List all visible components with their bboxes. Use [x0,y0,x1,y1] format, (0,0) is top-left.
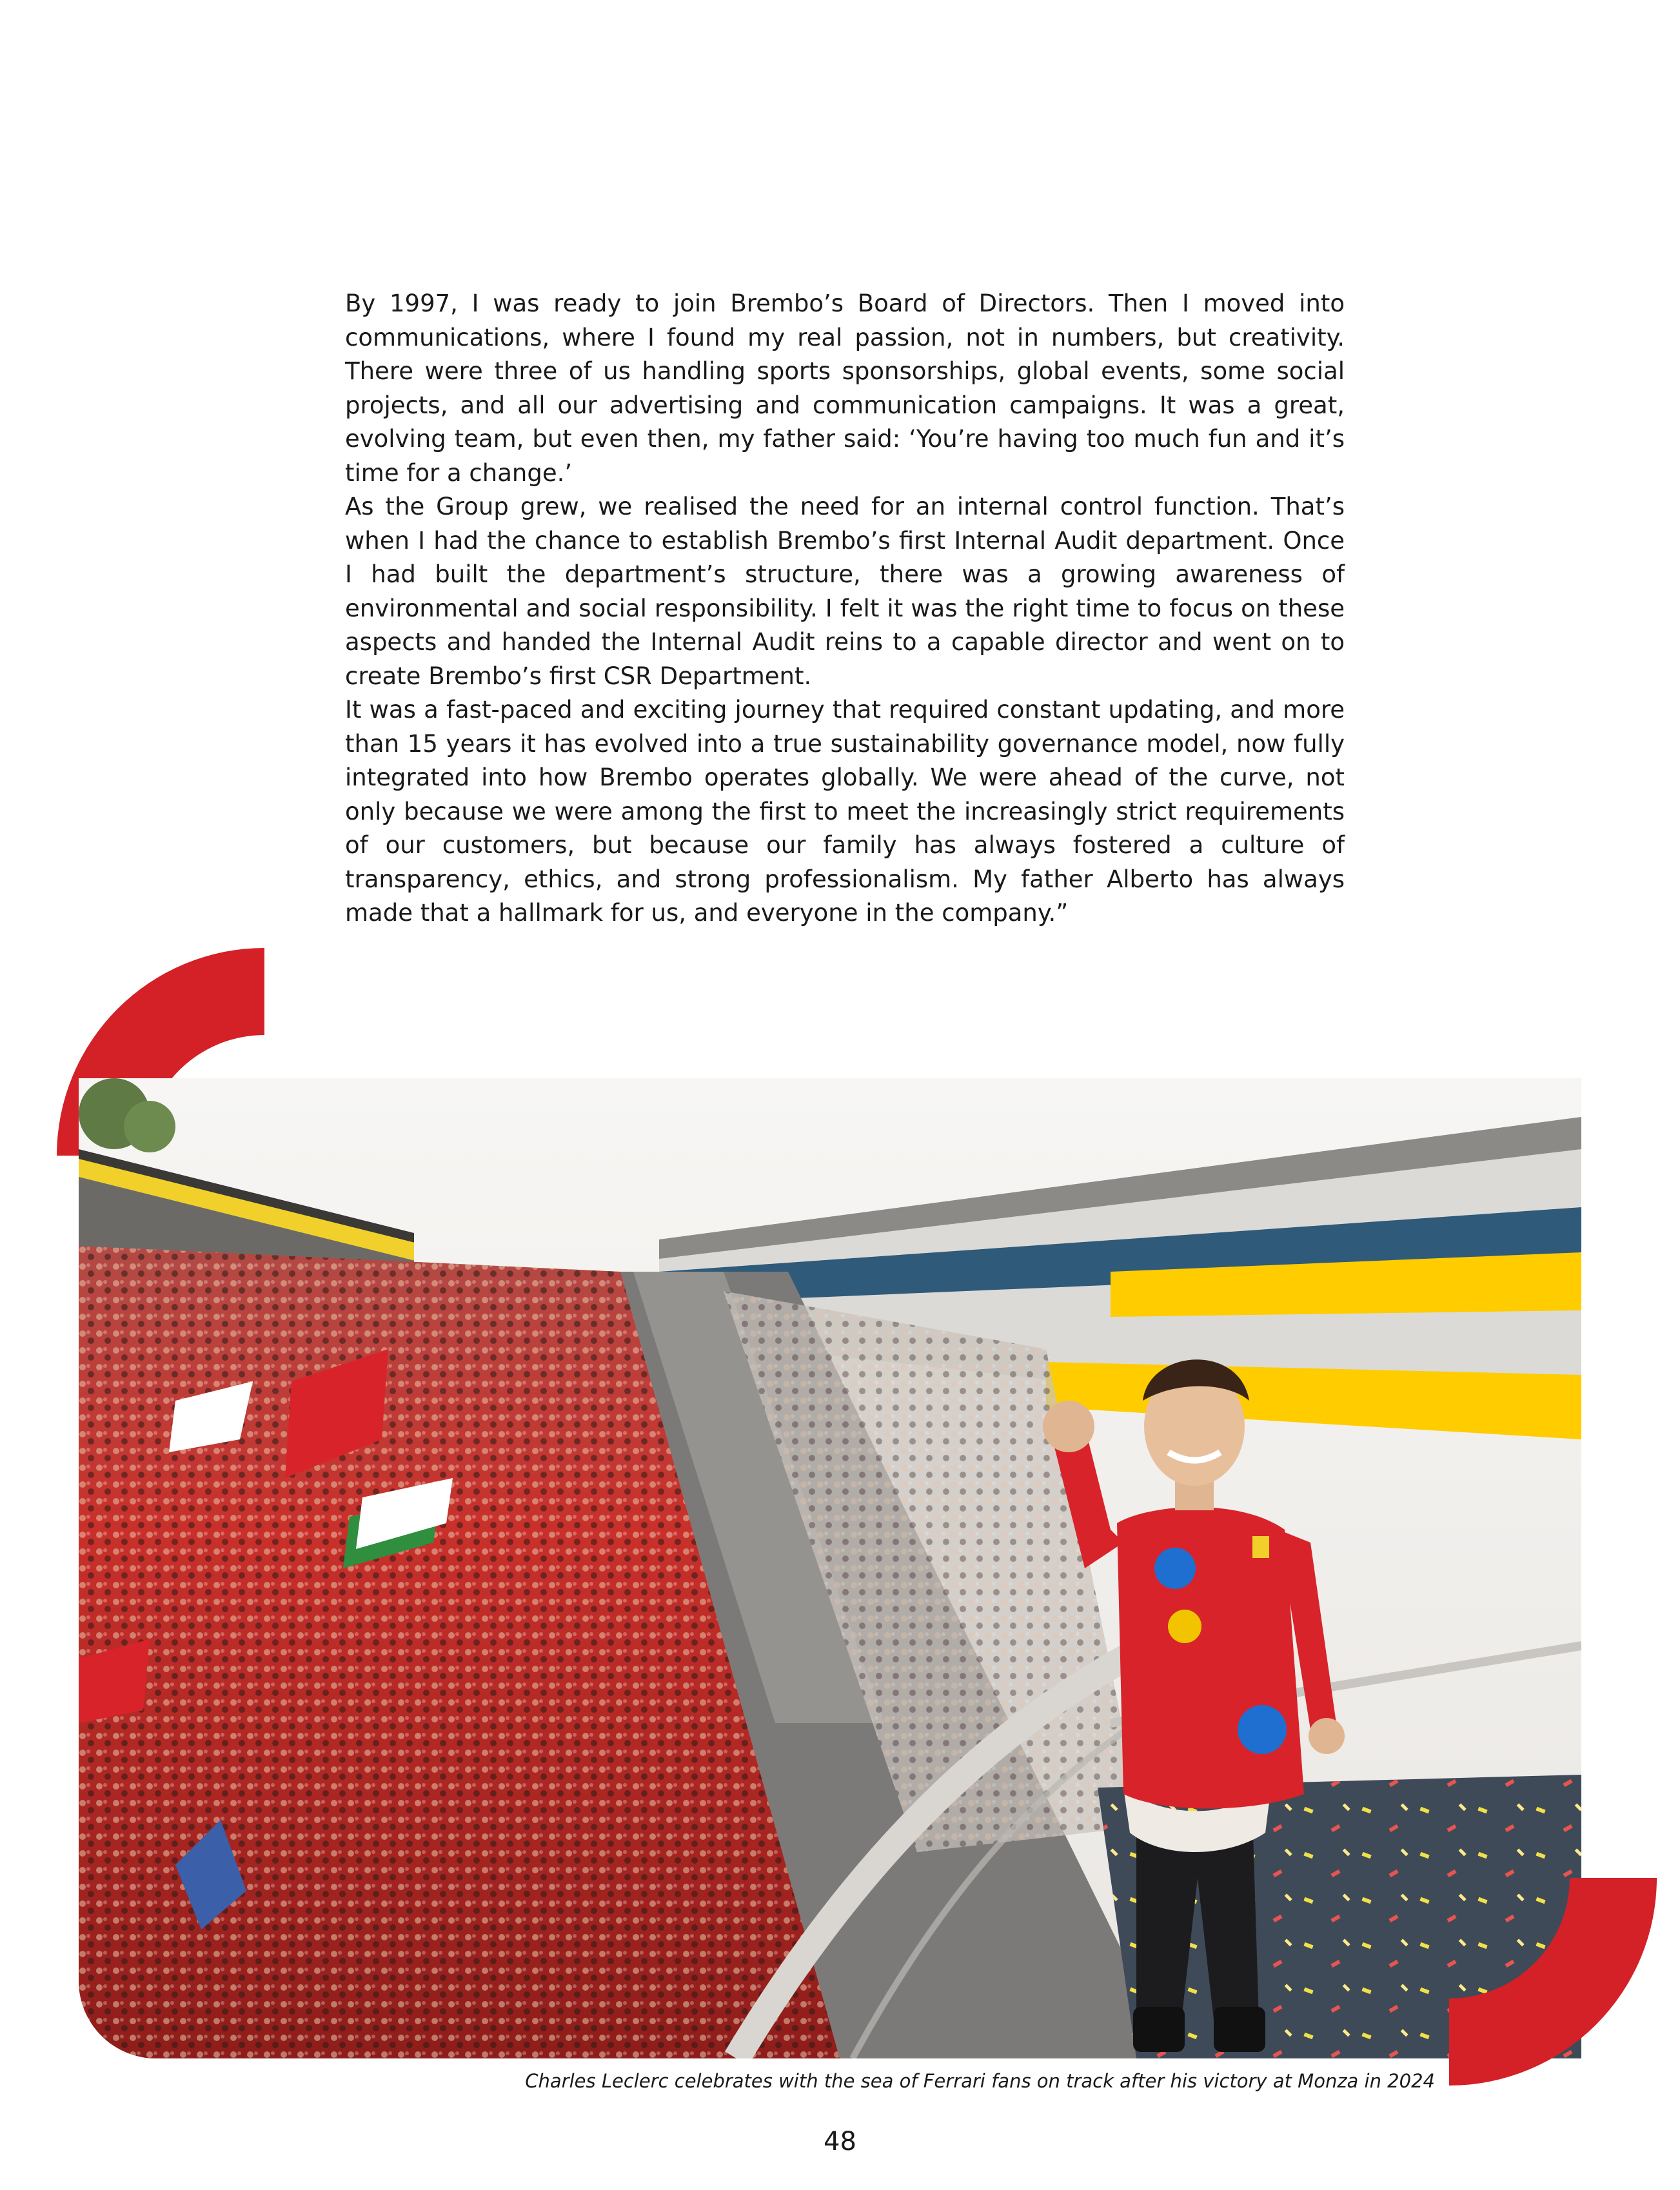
leclerc-monza-photo [79,1078,1581,2058]
article-body [345,287,1345,931]
paragraph: By 1997, I was ready to join Brembo’s Board of Directors. Then I moved into communications, where I found my real passion, not in numbers, but creativity. There were three of us handling sports sponsorships, global events, some social projects, and all our advertising and communication campaigns. It was a great, evolving team, but even then, my father said: ‘You’re having too much fun and it’s time for a change.’ [345,290,1345,487]
paragraph: As the Group grew, we realised the need for an internal control function. That’s when I had the chance to establish Brembo’s first Internal Audit department. Once I had built the department’s structure, there was a growing awareness of environmental and social responsibility. I felt it was the right time to focus on these aspects and handed the Internal Audit reins to a capable director and went on to create Brembo’s first CSR Department. [345,493,1345,690]
photo-caption: Charles Leclerc celebrates with the sea of Ferrari fans on track after his victory at Monza in 2024 [525,2070,1435,2092]
paragraph: It was a fast-paced and exciting journey that required constant updating, and more than 15 years it has evolved into a true sustainability governance model, now fully integrated into how Brembo operates globally. We were ahead of the curve, not only because we were among the first to meet the increasingly strict requirements of our customers, but because our family has always fostered a culture of transparency, ethics, and strong professionalism. My father Alberto has always made that a hallmark for us, and everyone in the company.” [345,696,1345,927]
decorative-arc-bottom-right [1449,1878,1657,2086]
page-number: 48 [824,2127,856,2156]
